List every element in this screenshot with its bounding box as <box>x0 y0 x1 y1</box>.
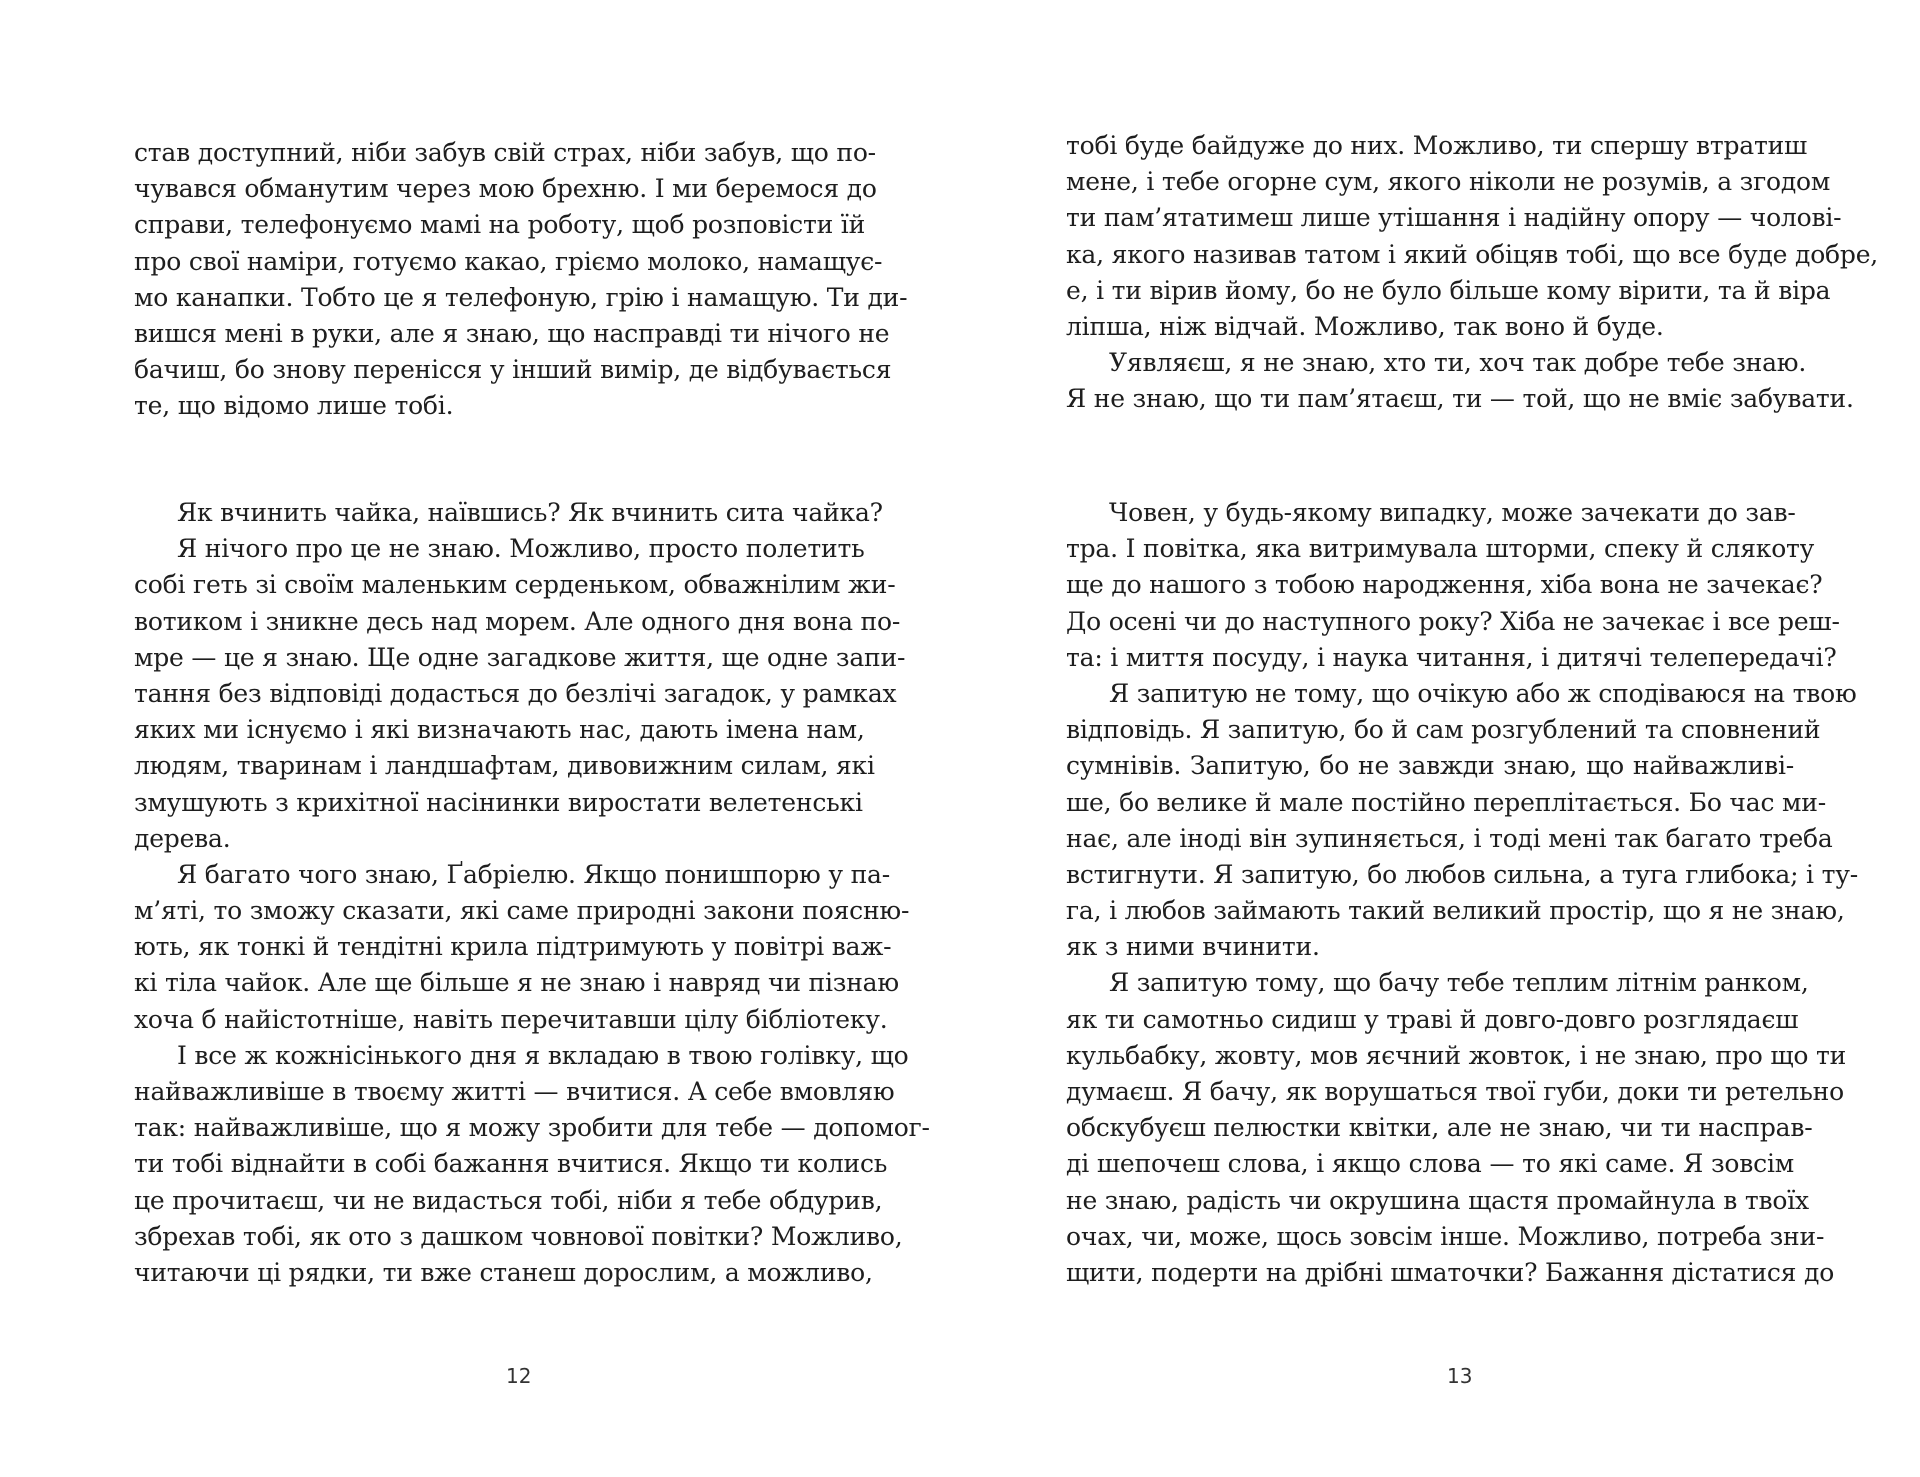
text-line: тра. І повітка, яка витримувала шторми, спеку й слякоту <box>1066 534 1815 564</box>
text-line: людям, тваринам і ландшафтам, дивовижним силам, які <box>134 751 875 781</box>
text-line: ді шепочеш слова, і якщо слова — то які саме. Я зовсім <box>1066 1149 1794 1179</box>
text-line: відповідь. Я запитую, бо й сам розгублений та сповнений <box>1066 715 1821 745</box>
text-line: про свої наміри, готуємо какао, гріємо молоко, намащує- <box>134 246 883 276</box>
text-line: справи, телефонуємо мамі на роботу, щоб розповісти їй <box>134 210 866 240</box>
text-line: ка, якого називав татом і який обіцяв тобі, що все буде добре, <box>1066 239 1879 269</box>
text-line: Я запитую не тому, що очікую або ж сподіваюся на твою <box>1109 678 1857 708</box>
left-top-text-block <box>134 135 908 425</box>
text-line: ти пам’ятатимеш лише утішання і надійну опору — чолові- <box>1066 203 1842 233</box>
text-line: те, що відомо лише тобі. <box>134 391 454 421</box>
text-line: вотиком і зникне десь над морем. Але одного дня вона по- <box>134 606 901 636</box>
right-page <box>960 0 1920 1477</box>
text-line: збрехав тобі, як ото з дашком човнової повітки? Можливо, <box>134 1221 903 1251</box>
text-line: м’яті, то зможу сказати, які саме природні закони поясню- <box>134 896 910 926</box>
text-line: ліпша, ніж відчай. Можливо, так воно й буде. <box>1066 311 1664 341</box>
text-line: щити, подерти на дрібні шматочки? Бажання дістатися до <box>1066 1257 1835 1287</box>
right-top-text-block <box>1066 128 1879 418</box>
text-line: Я не знаю, що ти пам’ятаєш, ти — той, що не вміє забувати. <box>1066 384 1854 414</box>
text-line: змушують з крихітної насінинки виростати велетенські <box>134 787 863 817</box>
text-line: тання без відповіді додасться до безлічі загадок, у рамках <box>134 678 897 708</box>
page-number-left: 12 <box>506 1364 532 1388</box>
text-line: ще до нашого з тобою народження, хіба вона не зачекає? <box>1066 570 1823 600</box>
text-line: бачиш, бо знову перенісся у інший вимір, де відбувається <box>134 355 892 385</box>
text-line: е, і ти вірив йому, бо не було більше кому вірити, та й віра <box>1066 275 1831 305</box>
text-line: це прочитаєш, чи не видасться тобі, ніби я тебе обдурив, <box>134 1185 883 1215</box>
text-line: читаючи ці рядки, ти вже станеш дорослим, а можливо, <box>134 1257 873 1287</box>
text-line: як ти самотньо сидиш у траві й довго-довго розглядаєш <box>1066 1004 1799 1034</box>
left-bottom-text-block <box>134 495 930 1291</box>
text-line: та: і миття посуду, і наука читання, і дитячі телепередачі? <box>1066 642 1837 672</box>
text-line: кі тіла чайок. Але ще більше я не знаю і навряд чи пізнаю <box>134 968 899 998</box>
text-line: І все ж кожнісінького дня я вкладаю в твою голівку, що <box>177 1040 909 1070</box>
text-line: га, і любов займають такий великий простір, що я не знаю, <box>1066 896 1845 926</box>
text-line: мре — це я знаю. Ще одне загадкове життя, ще одне запи- <box>134 642 906 672</box>
text-line: Я запитую тому, що бачу тебе теплим літнім ранком, <box>1109 968 1809 998</box>
text-line: собі геть зі своїм маленьким серденьком, обважнілим жи- <box>134 570 896 600</box>
right-bottom-text-block <box>1066 495 1858 1291</box>
text-line: До осені чи до наступного року? Хіба не зачекає і все реш- <box>1066 606 1840 636</box>
text-line: нає, але іноді він зупиняється, і тоді мені так багато треба <box>1066 823 1833 853</box>
text-line: вишся мені в руки, але я знаю, що насправді ти нічого не <box>134 318 890 348</box>
text-line: яких ми існуємо і які визначають нас, дають імена нам, <box>134 715 865 745</box>
text-line: хоча б найістотніше, навіть перечитавши цілу бібліотеку. <box>134 1004 888 1034</box>
text-line: Я багато чого знаю, Ґабріелю. Якщо понишпорю у па- <box>177 859 890 889</box>
text-line: чувався обманутим через мою брехню. І ми беремося до <box>134 174 877 204</box>
text-line: не знаю, радість чи окрушина щастя промайнула в твоїх <box>1066 1185 1809 1215</box>
text-line: мене, і тебе огорне сум, якого ніколи не розумів, а згодом <box>1066 167 1831 197</box>
text-line: Уявляєш, я не знаю, хто ти, хоч так добре тебе знаю. <box>1109 348 1807 378</box>
text-line: обскубуєш пелюстки квітки, але не знаю, чи ти насправ- <box>1066 1113 1813 1143</box>
text-line: думаєш. Я бачу, як ворушаться твої губи, доки ти ретельно <box>1066 1077 1844 1106</box>
page-number-right: 13 <box>1447 1364 1473 1388</box>
text-line: сумнівів. Запитую, бо не завжди знаю, що найважливі- <box>1066 751 1794 781</box>
text-line: дерева. <box>134 823 231 853</box>
text-line: встигнути. Я запитую, бо любов сильна, а туга глибока; і ту- <box>1066 859 1858 889</box>
text-line: став доступний, ніби забув свій страх, ніби забув, що по- <box>134 138 876 167</box>
text-line: Я нічого про це не знаю. Можливо, просто полетить <box>177 534 865 564</box>
text-line: ти тобі віднайти в собі бажання вчитися. Якщо ти колись <box>134 1149 888 1179</box>
text-line: тобі буде байдуже до них. Можливо, ти спершу втратиш <box>1066 131 1808 160</box>
text-line: очах, чи, може, щось зовсім інше. Можливо, потреба зни- <box>1066 1221 1825 1251</box>
text-line: так: найважливіше, що я можу зробити для тебе — допомог- <box>134 1113 930 1143</box>
text-line: ше, бо велике й мале постійно переплітається. Бо час ми- <box>1066 787 1826 817</box>
text-line: найважливіше в твоєму житті — вчитися. А себе вмовляю <box>134 1077 895 1106</box>
text-line: як з ними вчинити. <box>1066 932 1320 962</box>
text-line: кульбабку, жовту, мов яєчний жовток, і не знаю, про що ти <box>1066 1040 1847 1070</box>
text-line: Як вчинить чайка, наївшись? Як вчинить сита чайка? <box>177 498 883 527</box>
text-line: Човен, у будь-якому випадку, може зачекати до зав- <box>1109 498 1796 527</box>
text-line: мо канапки. Тобто це я телефоную, грію і намащую. Ти ди- <box>134 282 908 312</box>
text-line: ють, як тонкі й тендітні крила підтримують у повітрі важ- <box>134 932 892 962</box>
